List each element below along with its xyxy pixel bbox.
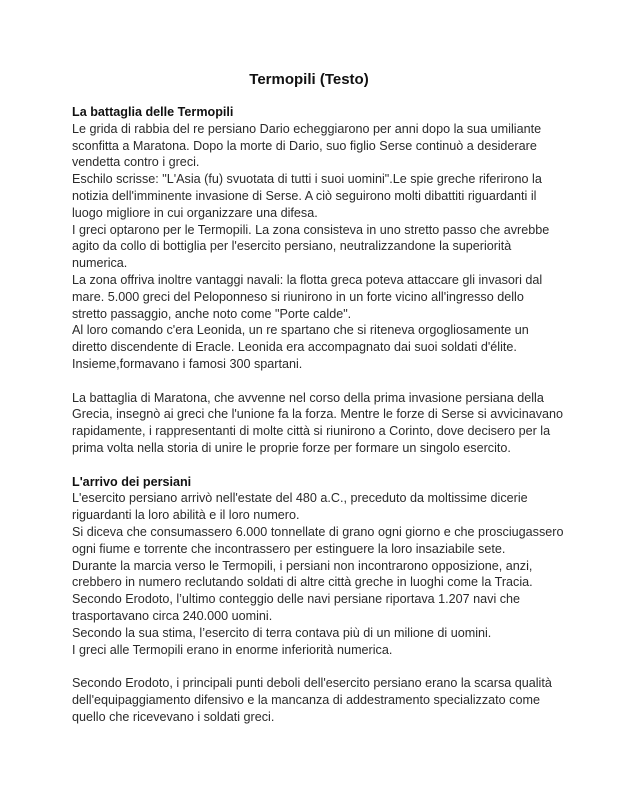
text-line: Insieme,formavano i famosi 300 spartani. [72, 356, 303, 371]
text-line: stretto passaggio, anche noto come "Porte calde". [72, 306, 352, 321]
text-line: Eschilo scrisse: "L'Asia (fu) svuotata di tutti i suoi uomini".Le spie greche riferirono la [72, 172, 542, 187]
text-line: rapidamente, i rappresentanti di molte città si riunirono a Corinto, dove decisero per la [72, 424, 551, 439]
text-line: prima volta nella storia di unire le proprie forze per formare un singolo esercito. [72, 440, 511, 455]
text-line: Le grida di rabbia del re persiano Dario echeggiarono per anni dopo la sua umiliante [72, 121, 542, 136]
text-line: trasportavano circa 240.000 uomini. [72, 608, 273, 623]
text-line: Durante la marcia verso le Termopili, i persiani non incontrarono opposizione, anzi, [72, 558, 533, 573]
text-line: L'esercito persiano arrivò nell'estate del 480 a.C., preceduto da moltissime dicerie [72, 491, 528, 506]
section-spacer [72, 457, 552, 474]
text-line: quello che ricevevano i soldati greci. [72, 709, 275, 724]
text-line: sconfitta a Maratona. Dopo la morte di Dario, suo figlio Serse continuò a desiderare [72, 138, 537, 153]
text-line: Al loro comando c'era Leonida, un re spartano che si riteneva orgogliosamente un [72, 323, 529, 338]
text-line: mare. 5.000 greci del Peloponneso si riunirono in un forte vicino all'ingresso dello [72, 289, 524, 304]
text-line: Secondo la sua stima, l’esercito di terra contava più di un milione di uomini. [72, 625, 492, 640]
text-line: riguardanti la loro abilità e il loro numero. [72, 508, 300, 523]
paragraph [72, 390, 564, 457]
text-line: crebbero in numero reclutando soldati di altre città greche in luoghi come la Tracia. [72, 575, 533, 590]
text-line: vendetta contro i greci. [72, 155, 200, 170]
text-line: diretto discendente di Eracle. Leonida era accompagnato dai suoi soldati d'élite. [72, 340, 517, 355]
text-line: luogo migliore in cui organizzare una difesa. [72, 205, 318, 220]
document-body [72, 104, 564, 725]
section-heading: La battaglia delle Termopili [72, 105, 234, 119]
text-line: Si diceva che consumassero 6.000 tonnellate di grano ogni giorno e che prosciugassero [72, 524, 564, 539]
section-heading: L'arrivo dei persiani [72, 474, 192, 489]
section-arrivo [72, 474, 564, 726]
text-line: Grecia, insegnò ai greci che l'unione fa la forza. Mentre le forze di Serse si avvicinavano [72, 407, 564, 422]
text-line: I greci optarono per le Termopili. La zona consisteva in uno stretto passo che avrebbe [72, 222, 550, 237]
text-line: notizia dell'imminente invasione di Serse. A ciò seguirono molti dibattiti riguardanti il [72, 188, 537, 203]
text-line: La zona offriva inoltre vantaggi navali: la flotta greca poteva attaccare gli invasori dal [72, 272, 543, 287]
text-line: numerica. [72, 256, 128, 271]
paragraph-spacer [72, 658, 552, 675]
section-battaglia [72, 104, 564, 457]
text-line: dell'equipaggiamento difensivo e la mancanza di addestramento specializzato come [72, 692, 540, 707]
text-line: La battaglia di Maratona, che avvenne nel corso della prima invasione persiana della [72, 390, 544, 405]
text-line: agito da collo di bottiglia per l'esercito persiano, neutralizzandone la superiorità [72, 239, 512, 254]
paragraph [72, 675, 552, 725]
text-line: I greci alle Termopili erano in enorme inferiorità numerica. [72, 642, 393, 657]
paragraph [72, 121, 552, 373]
document-title: Termopili (Testo) [249, 71, 369, 88]
paragraph [72, 490, 564, 658]
text-line: Secondo Erodoto, l’ultimo conteggio delle navi persiane riportava 1.207 navi che [72, 592, 521, 607]
text-line: ogni fiume e torrente che incontrassero per estinguere la loro insaziabile sete. [72, 541, 506, 556]
paragraph-spacer [72, 373, 552, 390]
text-line: Secondo Erodoto, i principali punti deboli dell'esercito persiano erano la scarsa qualità [72, 676, 552, 691]
